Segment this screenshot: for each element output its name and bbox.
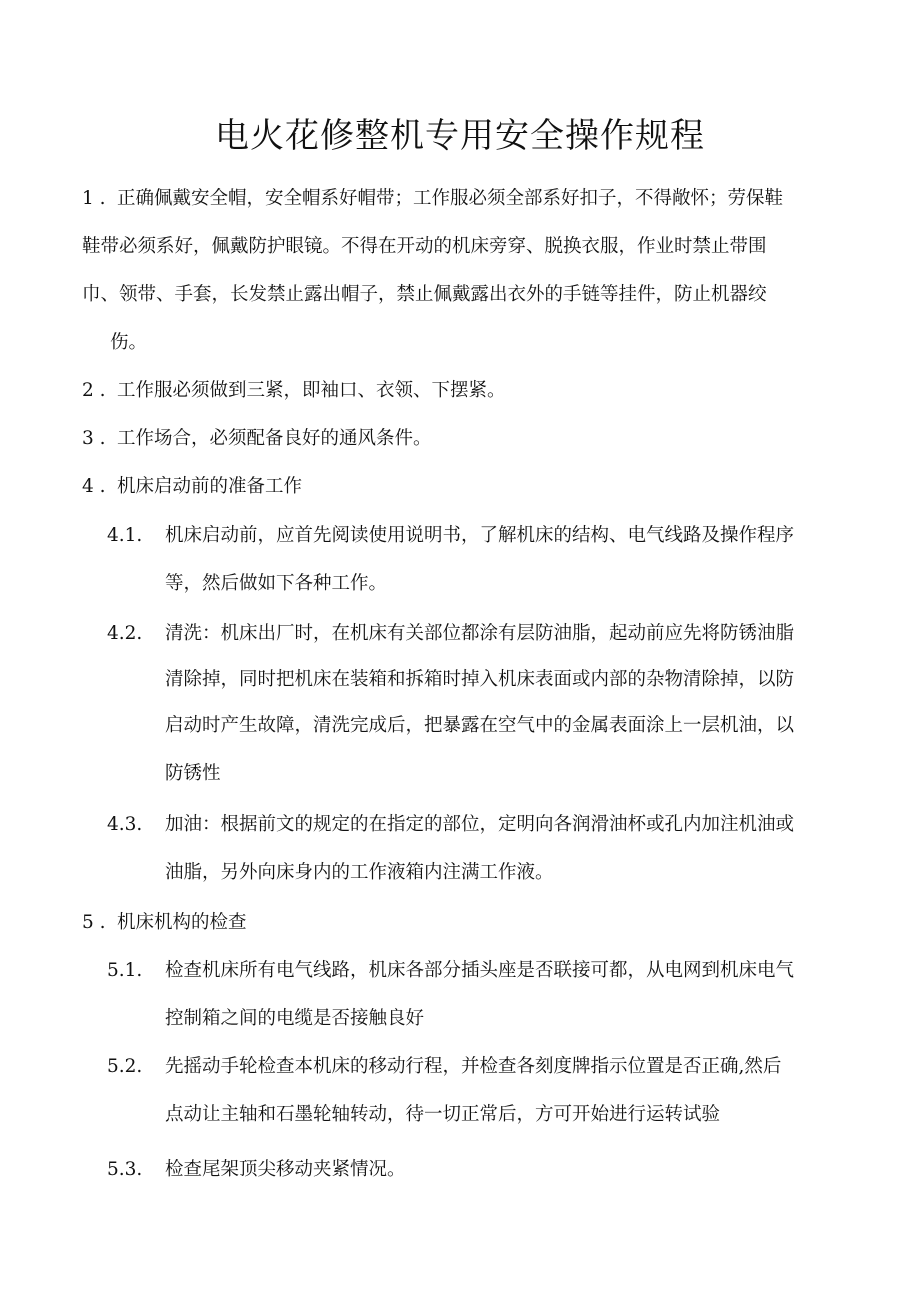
item-number: 4.2. (107, 623, 143, 644)
item-number: 4.3. (107, 814, 143, 835)
item-number: 5 . (82, 912, 106, 933)
item-text-line: 油脂，另外向床身内的工作液箱内注满工作液。 (165, 862, 554, 883)
item-number: 5.2. (107, 1056, 143, 1077)
item-text-line: 点动让主轴和石墨轮轴转动，待一切正常后，方可开始进行运转试验 (165, 1104, 721, 1125)
item-text-line: 清洗：机床出厂时，在机床有关部位都涂有层防油脂，起动前应先将防锈油脂 (165, 623, 795, 644)
item-text-line: 控制箱之间的电缆是否接触良好 (165, 1008, 425, 1029)
item-text-line: 巾、领带、手套，长发禁止露出帽子，禁止佩戴露出衣外的手链等挂件，防止机器绞 (82, 284, 767, 305)
item-number: 4.1. (107, 525, 143, 546)
item-text-line: 先摇动手轮检查本机床的移动行程，并检查各刻度牌指示位置是否正确,然后 (165, 1056, 782, 1077)
item-text-line: 等，然后做如下各种工作。 (165, 573, 388, 594)
item-text-line: 鞋带必须系好，佩戴防护眼镜。不得在开动的机床旁穿、脱换衣服，作业时禁止带围 (82, 236, 767, 257)
item-text-line: 机床机构的检查 (117, 912, 247, 933)
item-text-line: 机床启动前的准备工作 (117, 476, 303, 497)
item-text-line: 正确佩戴安全帽，安全帽系好帽带；工作服必须全部系好扣子，不得敞怀；劳保鞋 (117, 188, 784, 209)
item-text-line: 检查机床所有电气线路，机床各部分插头座是否联接可都，从电网到机床电气 (165, 960, 795, 981)
item-text-line: 启动时产生故障，清洗完成后，把暴露在空气中的金属表面涂上一层机油，以 (165, 715, 795, 736)
item-text-line: 工作场合，必须配备良好的通风条件。 (117, 428, 432, 449)
item-text-line: 防锈性 (165, 763, 221, 784)
item-number: 5.3. (107, 1159, 143, 1180)
item-number: 2 . (82, 380, 106, 401)
item-text-line: 工作服必须做到三紧，即袖口、衣领、下摆紧。 (117, 380, 506, 401)
item-number: 1 . (82, 188, 106, 209)
item-text-line: 机床启动前，应首先阅读使用说明书，了解机床的结构、电气线路及操作程序 (165, 525, 795, 546)
item-number: 4 . (82, 476, 106, 497)
item-text-line: 加油：根据前文的规定的在指定的部位，定明向各润滑油杯或孔内加注机油或 (165, 814, 795, 835)
item-text-line: 清除掉，同时把机床在装箱和拆箱时掉入机床表面或内部的杂物清除掉，以防 (165, 669, 795, 690)
item-text-line: 检查尾架顶尖移动夹紧情况。 (165, 1159, 406, 1180)
item-number: 5.1. (107, 960, 143, 981)
item-number: 3 . (82, 428, 106, 449)
item-text-line: 伤。 (110, 332, 148, 353)
page-title: 电火花修整机专用安全操作规程 (215, 116, 705, 156)
